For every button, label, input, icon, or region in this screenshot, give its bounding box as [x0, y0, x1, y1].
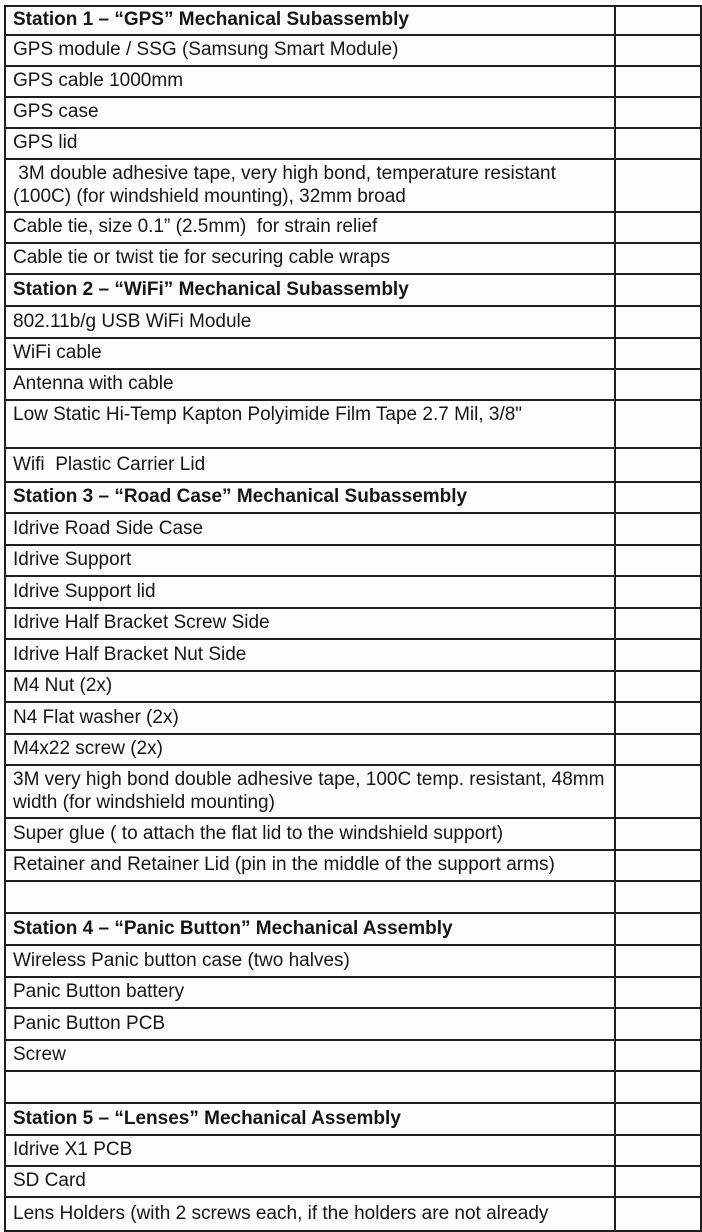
spacer-row: [5, 1071, 701, 1103]
status-cell: [615, 513, 701, 545]
part-description-cell: 802.11b/g USB WiFi Module: [5, 306, 615, 338]
part-row: [5, 1040, 701, 1071]
status-cell: [615, 639, 701, 671]
status-cell: [615, 128, 701, 159]
status-cell: [615, 338, 701, 369]
part-row: [5, 671, 701, 702]
status-cell: [615, 1166, 701, 1197]
status-cell: [615, 945, 701, 977]
part-description-cell: N4 Flat washer (2x): [5, 702, 615, 734]
part-description-cell: Panic Button battery: [5, 977, 615, 1008]
part-description-cell: Cable tie or twist tie for securing cable wraps: [5, 243, 615, 274]
part-description-cell: Idrive Half Bracket Nut Side: [5, 639, 615, 671]
status-cell: [615, 159, 701, 212]
part-row: [5, 1135, 701, 1166]
section-header-row: [5, 913, 701, 945]
part-row: [5, 338, 701, 369]
part-description-cell: Station 2 – “WiFi” Mechanical Subassembly: [5, 274, 615, 306]
part-description-cell: GPS lid: [5, 128, 615, 159]
section-header-row: [5, 482, 701, 513]
part-row: [5, 243, 701, 274]
status-cell: [615, 1197, 701, 1231]
part-description-cell: Station 4 – “Panic Button” Mechanical Assembly: [5, 913, 615, 945]
status-cell: [615, 66, 701, 97]
part-row: [5, 369, 701, 400]
part-row: [5, 639, 701, 671]
part-row: [5, 128, 701, 159]
parts-table-body: [5, 6, 701, 1231]
status-cell: [615, 977, 701, 1008]
part-row: [5, 35, 701, 66]
part-description-cell: GPS case: [5, 97, 615, 128]
part-description-cell: Idrive Half Bracket Screw Side: [5, 608, 615, 639]
part-description-cell: Antenna with cable: [5, 369, 615, 400]
status-cell: [615, 448, 701, 482]
status-cell: [615, 818, 701, 850]
part-description-cell: Wireless Panic button case (two halves): [5, 945, 615, 977]
part-row: [5, 448, 701, 482]
status-cell: [615, 913, 701, 945]
parts-checklist-table: [4, 5, 702, 1232]
status-cell: [615, 734, 701, 765]
status-cell: [615, 1008, 701, 1040]
status-cell: [615, 702, 701, 734]
part-row: [5, 212, 701, 243]
part-row: [5, 1197, 701, 1231]
part-description-cell: Idrive Road Side Case: [5, 513, 615, 545]
part-row: [5, 545, 701, 576]
status-cell: [615, 243, 701, 274]
part-description-cell: Retainer and Retainer Lid (pin in the middle of the support arms): [5, 850, 615, 881]
part-row: [5, 734, 701, 765]
part-row: [5, 1008, 701, 1040]
part-row: [5, 66, 701, 97]
status-cell: [615, 306, 701, 338]
part-description-cell: Lens Holders (with 2 screws each, if the holders are not already: [5, 1197, 615, 1231]
status-cell: [615, 1040, 701, 1071]
status-cell: [615, 482, 701, 513]
status-cell: [615, 545, 701, 576]
part-description-cell: Idrive Support: [5, 545, 615, 576]
status-cell: [615, 850, 701, 881]
part-description-cell: [5, 881, 615, 913]
part-row: [5, 159, 701, 212]
part-row: [5, 765, 701, 818]
status-cell: [615, 400, 701, 448]
status-cell: [615, 212, 701, 243]
part-description-cell: GPS cable 1000mm: [5, 66, 615, 97]
part-row: [5, 513, 701, 545]
section-header-row: [5, 1103, 701, 1135]
status-cell: [615, 369, 701, 400]
part-description-cell: M4x22 screw (2x): [5, 734, 615, 765]
part-description-cell: Station 3 – “Road Case” Mechanical Subassembly: [5, 482, 615, 513]
part-row: [5, 306, 701, 338]
part-description-cell: M4 Nut (2x): [5, 671, 615, 702]
part-row: [5, 97, 701, 128]
part-description-cell: Panic Button PCB: [5, 1008, 615, 1040]
status-cell: [615, 97, 701, 128]
status-cell: [615, 274, 701, 306]
part-description-cell: SD Card: [5, 1166, 615, 1197]
part-description-cell: 3M double adhesive tape, very high bond, temperature resistant (100C) (for windshield mounting), 32mm broad: [5, 159, 615, 212]
part-description-cell: Super glue ( to attach the flat lid to the windshield support): [5, 818, 615, 850]
spacer-row: [5, 881, 701, 913]
part-row: [5, 608, 701, 639]
status-cell: [615, 765, 701, 818]
part-description-cell: Low Static Hi-Temp Kapton Polyimide Film Tape 2.7 Mil, 3/8": [5, 400, 615, 448]
part-description-cell: WiFi cable: [5, 338, 615, 369]
part-row: [5, 818, 701, 850]
part-row: [5, 945, 701, 977]
part-description-cell: Screw: [5, 1040, 615, 1071]
part-description-cell: Station 1 – “GPS” Mechanical Subassembly: [5, 6, 615, 35]
part-description-cell: Station 5 – “Lenses” Mechanical Assembly: [5, 1103, 615, 1135]
part-row: [5, 977, 701, 1008]
section-header-row: [5, 6, 701, 35]
part-description-cell: GPS module / SSG (Samsung Smart Module): [5, 35, 615, 66]
part-row: [5, 400, 701, 448]
section-header-row: [5, 274, 701, 306]
status-cell: [615, 35, 701, 66]
part-row: [5, 576, 701, 608]
status-cell: [615, 1071, 701, 1103]
part-description-cell: Idrive Support lid: [5, 576, 615, 608]
part-row: [5, 1166, 701, 1197]
status-cell: [615, 1103, 701, 1135]
part-description-cell: Wifi Plastic Carrier Lid: [5, 448, 615, 482]
status-cell: [615, 6, 701, 35]
status-cell: [615, 671, 701, 702]
part-description-cell: 3M very high bond double adhesive tape, 100C temp. resistant, 48mm width (for windshield mounting): [5, 765, 615, 818]
status-cell: [615, 576, 701, 608]
status-cell: [615, 881, 701, 913]
status-cell: [615, 1135, 701, 1166]
part-description-cell: Idrive X1 PCB: [5, 1135, 615, 1166]
part-description-cell: Cable tie, size 0.1” (2.5mm) for strain relief: [5, 212, 615, 243]
part-description-cell: [5, 1071, 615, 1103]
part-row: [5, 702, 701, 734]
part-row: [5, 850, 701, 881]
status-cell: [615, 608, 701, 639]
